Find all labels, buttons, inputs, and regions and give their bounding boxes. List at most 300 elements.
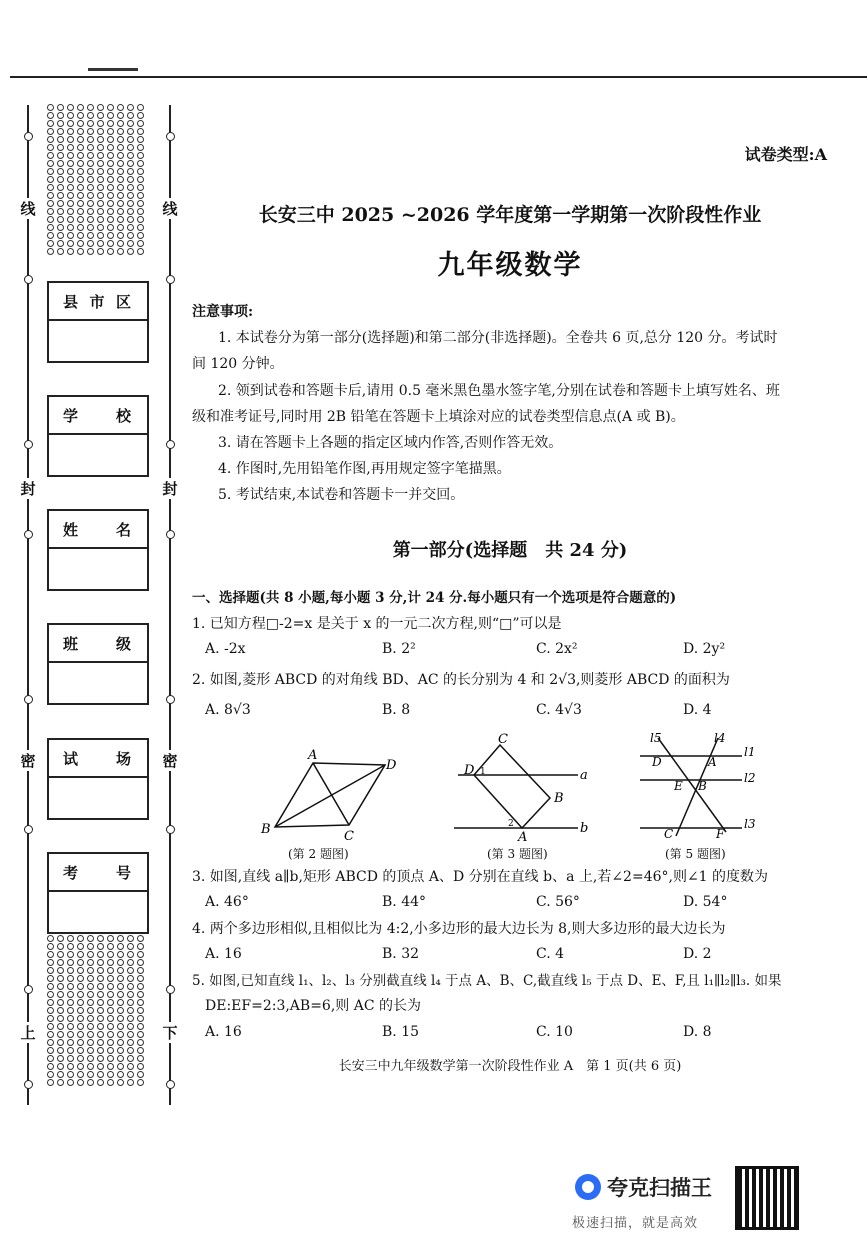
binding-dot (107, 991, 114, 998)
q1-option-a[interactable]: A. -2x (205, 641, 246, 657)
binding-dot (127, 112, 134, 119)
binding-dot (47, 1015, 54, 1022)
box-label-char: 名 (115, 520, 133, 539)
binding-dot (117, 959, 124, 966)
binding-dot (77, 967, 84, 974)
binding-dot (57, 967, 64, 974)
binding-dot (47, 104, 54, 111)
question-4-stem: 4. 两个多边形相似,且相似比为 4:2,小多边形的最大边长为 8,则大多边形的最大边长为 (192, 921, 726, 937)
binding-dot (137, 136, 144, 143)
binding-dot (57, 975, 64, 982)
q2-option-c[interactable]: C. 4√3 (536, 702, 582, 718)
binding-dot (47, 983, 54, 990)
binding-dot (67, 184, 74, 191)
binding-dot (127, 200, 134, 207)
binding-circle (24, 1080, 33, 1089)
binding-dot (107, 1015, 114, 1022)
binding-dot (57, 1047, 64, 1054)
binding-dot (117, 232, 124, 239)
line-l5 (658, 738, 726, 832)
binding-dot (137, 1007, 144, 1014)
binding-dot (117, 1079, 124, 1086)
binding-dot (127, 951, 134, 958)
binding-dot (67, 200, 74, 207)
binding-dot (77, 1023, 84, 1030)
binding-dot (77, 959, 84, 966)
qr-code-icon (735, 1166, 799, 1230)
binding-dot (97, 192, 104, 199)
binding-dot (127, 1055, 134, 1062)
binding-dot (127, 991, 134, 998)
binding-dot (67, 975, 74, 982)
binding-circle (24, 440, 33, 449)
notice-item: 级和准考证号,同时用 2B 铅笔在答题卡上填涂对应的试卷类型信息点(A 或 B)。 (192, 409, 685, 425)
binding-dot (97, 975, 104, 982)
q3-option-a[interactable]: A. 46° (205, 894, 249, 910)
label-a: A (708, 755, 717, 769)
binding-dot (87, 1007, 94, 1014)
binding-dot (47, 200, 54, 207)
binding-dot (97, 160, 104, 167)
binding-dot (47, 112, 54, 119)
binding-dot (47, 176, 54, 183)
binding-dot (137, 128, 144, 135)
binding-dot (57, 983, 64, 990)
binding-dot (137, 951, 144, 958)
binding-dot (107, 935, 114, 942)
binding-dot (87, 991, 94, 998)
binding-dot (57, 951, 64, 958)
binding-dot (97, 951, 104, 958)
binding-dot (47, 136, 54, 143)
binding-dot (47, 248, 54, 255)
binding-dot (137, 112, 144, 119)
binding-dot (67, 232, 74, 239)
binding-dot (97, 935, 104, 942)
binding-dot (97, 1047, 104, 1054)
binding-dot (57, 136, 64, 143)
binding-dot (97, 216, 104, 223)
binding-dot (87, 232, 94, 239)
binding-dot (77, 208, 84, 215)
binding-dot (47, 1031, 54, 1038)
binding-dot (127, 120, 134, 127)
binding-dot (137, 168, 144, 175)
binding-dot (57, 240, 64, 247)
top-rule (10, 76, 867, 78)
binding-dot (117, 935, 124, 942)
binding-dot (67, 935, 74, 942)
q4-option-d[interactable]: D. 2 (683, 946, 712, 962)
notice-item: 4. 作图时,先用铅笔作图,再用规定签字笔描黑。 (218, 461, 511, 477)
binding-dot (117, 128, 124, 135)
binding-circle (166, 985, 175, 994)
binding-dot (117, 1047, 124, 1054)
binding-dot (107, 248, 114, 255)
info-box-exam-room[interactable] (47, 738, 149, 820)
binding-circle (24, 275, 33, 284)
binding-dot (87, 144, 94, 151)
sidebar-line-left (27, 105, 29, 1105)
binding-dot (67, 991, 74, 998)
binding-dot (87, 967, 94, 974)
q4-option-b[interactable]: B. 32 (382, 946, 420, 962)
binding-dot (107, 176, 114, 183)
binding-dot (107, 951, 114, 958)
info-box-name[interactable] (47, 509, 149, 591)
label-f: F (716, 827, 725, 841)
figure-5-parallel-lines (630, 728, 760, 843)
binding-dot (137, 224, 144, 231)
binding-dot (57, 184, 64, 191)
notice-heading: 注意事项: (192, 304, 254, 320)
binding-dot (67, 168, 74, 175)
binding-dot (77, 1079, 84, 1086)
binding-dot (87, 152, 94, 159)
binding-dot (137, 999, 144, 1006)
box-label-char: 号 (115, 863, 133, 882)
binding-circle (166, 1080, 175, 1089)
binding-dot (107, 160, 114, 167)
binding-circle (24, 530, 33, 539)
binding-dot (107, 1079, 114, 1086)
binding-dot (67, 216, 74, 223)
binding-dot (87, 959, 94, 966)
binding-dot (127, 943, 134, 950)
binding-dot (57, 152, 64, 159)
binding-dot (97, 1055, 104, 1062)
q3-option-b[interactable]: B. 44° (382, 894, 427, 910)
box-label-char: 班 (63, 634, 81, 653)
box-label-char: 考 (63, 863, 81, 882)
binding-dot (87, 168, 94, 175)
binding-dot (127, 975, 134, 982)
binding-dot (107, 983, 114, 990)
binding-dot (67, 240, 74, 247)
binding-dot (47, 128, 54, 135)
page-footer: 长安三中九年级数学第一次阶段性作业 A 第 1 页(共 6 页) (338, 1059, 682, 1074)
binding-dot (117, 112, 124, 119)
q5-option-c[interactable]: C. 10 (536, 1024, 573, 1040)
q1-option-d[interactable]: D. 2y² (683, 641, 726, 657)
label-e: E (674, 779, 683, 793)
binding-dot (137, 120, 144, 127)
binding-dot (57, 1015, 64, 1022)
binding-dot (77, 1031, 84, 1038)
binding-dot (117, 1031, 124, 1038)
binding-dot (127, 935, 134, 942)
binding-dot (107, 1047, 114, 1054)
binding-dot (107, 1031, 114, 1038)
binding-dot (117, 1015, 124, 1022)
binding-dot (87, 176, 94, 183)
binding-dot (107, 200, 114, 207)
box-label-char: 场 (115, 749, 133, 768)
binding-dot (57, 200, 64, 207)
binding-dot (97, 967, 104, 974)
binding-dot (97, 136, 104, 143)
part1-title: 第一部分(选择题 共 24 分) (392, 540, 628, 561)
binding-dot (137, 959, 144, 966)
binding-dot (117, 1055, 124, 1062)
binding-dot (107, 104, 114, 111)
binding-dot (97, 128, 104, 135)
binding-dot (57, 935, 64, 942)
binding-dot (137, 1047, 144, 1054)
binding-dot (137, 1079, 144, 1086)
binding-dot (87, 184, 94, 191)
binding-dot (97, 1023, 104, 1030)
binding-dot (67, 1063, 74, 1070)
figure-5-caption: (第 5 题图) (665, 847, 726, 861)
binding-dot (107, 168, 114, 175)
binding-dot (117, 192, 124, 199)
binding-dot (87, 200, 94, 207)
binding-dot (57, 144, 64, 151)
binding-dot (77, 112, 84, 119)
binding-circle (166, 530, 175, 539)
info-box-district[interactable] (47, 281, 149, 363)
box-label-char: 区 (115, 292, 133, 311)
binding-dot (77, 216, 84, 223)
binding-dot (107, 240, 114, 247)
binding-dot (47, 1079, 54, 1086)
binding-dot (107, 208, 114, 215)
q2-option-a[interactable]: A. 8√3 (205, 702, 251, 718)
binding-dot (97, 240, 104, 247)
seal-char-left: 封 (20, 480, 36, 498)
info-box-class[interactable] (47, 623, 149, 705)
q2-option-d[interactable]: D. 4 (683, 702, 712, 718)
binding-dot (107, 959, 114, 966)
binding-dot (77, 248, 84, 255)
binding-dot (67, 192, 74, 199)
q4-option-c[interactable]: C. 4 (536, 946, 565, 962)
binding-dot (57, 216, 64, 223)
label-l3: l3 (744, 817, 756, 831)
binding-dot (77, 200, 84, 207)
binding-dot (97, 959, 104, 966)
binding-dot (127, 248, 134, 255)
binding-dot (67, 1039, 74, 1046)
binding-dot (87, 160, 94, 167)
binding-dot (117, 1071, 124, 1078)
binding-dot (77, 983, 84, 990)
binding-dot (127, 104, 134, 111)
binding-dot (57, 959, 64, 966)
binding-dot (117, 943, 124, 950)
label-c: C (498, 732, 508, 747)
binding-dot (137, 967, 144, 974)
q5-option-a[interactable]: A. 16 (205, 1024, 242, 1040)
q5-option-b[interactable]: B. 15 (382, 1024, 420, 1040)
q3-option-d[interactable]: D. 54° (683, 894, 728, 910)
q5-option-d[interactable]: D. 8 (683, 1024, 712, 1040)
binding-dot (87, 943, 94, 950)
binding-dot (117, 1007, 124, 1014)
question-3-stem: 3. 如图,直线 a∥b,矩形 ABCD 的顶点 A、D 分别在直线 b、a 上,若∠2=46°,则∠1 的度数为 (192, 869, 769, 885)
binding-dot (87, 240, 94, 247)
label-a: A (308, 748, 318, 763)
binding-dot (117, 160, 124, 167)
binding-dot (67, 104, 74, 111)
binding-dot (47, 959, 54, 966)
binding-dot (127, 959, 134, 966)
binding-dot (87, 935, 94, 942)
binding-dot (127, 184, 134, 191)
binding-dot (137, 1023, 144, 1030)
box-label-char: 试 (63, 749, 81, 768)
binding-dot (137, 216, 144, 223)
binding-dot (97, 248, 104, 255)
binding-dot (117, 144, 124, 151)
binding-dot (117, 208, 124, 215)
question-2-stem: 2. 如图,菱形 ABCD 的对角线 BD、AC 的长分别为 4 和 2√3,则菱形 ABCD 的面积为 (192, 672, 730, 688)
q1-option-c[interactable]: C. 2x² (536, 641, 578, 657)
binding-dot (87, 1071, 94, 1078)
binding-dot (107, 152, 114, 159)
binding-dot (57, 120, 64, 127)
notice-item: 5. 考试结束,本试卷和答题卡一并交回。 (218, 487, 465, 503)
binding-dot (67, 152, 74, 159)
binding-dot (97, 144, 104, 151)
binding-dot (47, 1055, 54, 1062)
label-line-a: a (580, 768, 588, 783)
question-1-stem: 1. 已知方程□-2=x 是关于 x 的一元二次方程,则“□”可以是 (192, 616, 562, 632)
q1-option-b[interactable]: B. 2² (382, 641, 416, 657)
binding-dot (47, 967, 54, 974)
binding-dot (97, 232, 104, 239)
binding-circle (24, 985, 33, 994)
binding-dot (67, 1055, 74, 1062)
binding-dot (77, 192, 84, 199)
binding-dot (47, 1063, 54, 1070)
binding-dot (97, 104, 104, 111)
binding-dot (117, 1039, 124, 1046)
binding-dot (77, 160, 84, 167)
binding-dot (117, 152, 124, 159)
binding-dot (77, 128, 84, 135)
info-box-school[interactable] (47, 395, 149, 477)
binding-dot (97, 999, 104, 1006)
angle-1-label: 1 (480, 767, 486, 777)
binding-dot (77, 1007, 84, 1014)
binding-dot (57, 168, 64, 175)
binding-dot (97, 1039, 104, 1046)
binding-dot (137, 144, 144, 151)
seal-char-left: 上 (20, 1024, 36, 1042)
q3-option-c[interactable]: C. 56° (536, 894, 580, 910)
binding-dot (127, 1079, 134, 1086)
label-d: D (386, 758, 397, 773)
binding-dot (77, 168, 84, 175)
binding-dot (107, 120, 114, 127)
binding-dot (77, 152, 84, 159)
question-5-stem-cont: DE:EF=2:3,AB=6,则 AC 的长为 (205, 998, 422, 1014)
binding-dot (77, 240, 84, 247)
binding-dot (67, 136, 74, 143)
binding-dot (67, 967, 74, 974)
question-5-stem: 5. 如图,已知直线 l₁、l₂、l₃ 分别截直线 l₄ 于点 A、B、C,截直线 l₅ 于点 D、E、F,且 l₁∥l₂∥l₃. 如果 (192, 973, 782, 989)
notice-item: 1. 本试卷分为第一部分(选择题)和第二部分(非选择题)。全卷共 6 页,总分 120 分。考试时 (218, 330, 778, 346)
binding-dot (87, 1079, 94, 1086)
binding-dot (127, 1007, 134, 1014)
binding-dot (47, 951, 54, 958)
binding-dot (67, 208, 74, 215)
binding-dot (137, 1063, 144, 1070)
box-label-char: 学 (63, 406, 81, 425)
binding-dot (97, 184, 104, 191)
binding-dot (137, 184, 144, 191)
label-b: B (698, 779, 707, 793)
binding-dot (97, 991, 104, 998)
binding-dot (67, 999, 74, 1006)
box-label-char: 市 (89, 292, 107, 311)
binding-dot (127, 192, 134, 199)
binding-dot (107, 216, 114, 223)
q4-option-a[interactable]: A. 16 (205, 946, 242, 962)
binding-dot (87, 136, 94, 143)
q2-option-b[interactable]: B. 8 (382, 702, 411, 718)
binding-dot (137, 240, 144, 247)
binding-dot (127, 232, 134, 239)
box-label-char: 级 (115, 634, 133, 653)
binding-dot (117, 248, 124, 255)
seal-char-right: 封 (162, 480, 178, 498)
binding-dot (137, 200, 144, 207)
binding-dot (57, 208, 64, 215)
binding-dot (47, 192, 54, 199)
binding-dot (137, 991, 144, 998)
binding-dot (97, 176, 104, 183)
binding-dot (127, 208, 134, 215)
binding-dot (57, 1055, 64, 1062)
scanner-slogan: 极速扫描，就是高效 (572, 1216, 699, 1231)
binding-dot (107, 943, 114, 950)
binding-dot (77, 935, 84, 942)
label-d: D (652, 755, 662, 769)
binding-dot (77, 176, 84, 183)
binding-dot (97, 208, 104, 215)
binding-dot (107, 144, 114, 151)
info-box-exam-number[interactable] (47, 852, 149, 934)
diagonal-bd (275, 765, 385, 827)
binding-dot (127, 160, 134, 167)
binding-dot (117, 168, 124, 175)
binding-dot (67, 120, 74, 127)
binding-dot (137, 983, 144, 990)
seal-char-right: 下 (162, 1024, 178, 1042)
binding-dot (117, 240, 124, 247)
binding-dot (67, 1031, 74, 1038)
binding-dot (87, 128, 94, 135)
top-dash (88, 68, 138, 71)
binding-dot (137, 1015, 144, 1022)
binding-dot (67, 144, 74, 151)
binding-dot (107, 232, 114, 239)
binding-dot (97, 1031, 104, 1038)
label-l2: l2 (744, 771, 756, 785)
binding-dot (127, 1039, 134, 1046)
binding-dot (87, 983, 94, 990)
binding-circle (24, 132, 33, 141)
binding-dot (127, 1031, 134, 1038)
binding-dot (57, 1039, 64, 1046)
binding-dot (137, 208, 144, 215)
binding-dot (117, 176, 124, 183)
binding-dot (87, 1023, 94, 1030)
binding-dot (67, 1023, 74, 1030)
